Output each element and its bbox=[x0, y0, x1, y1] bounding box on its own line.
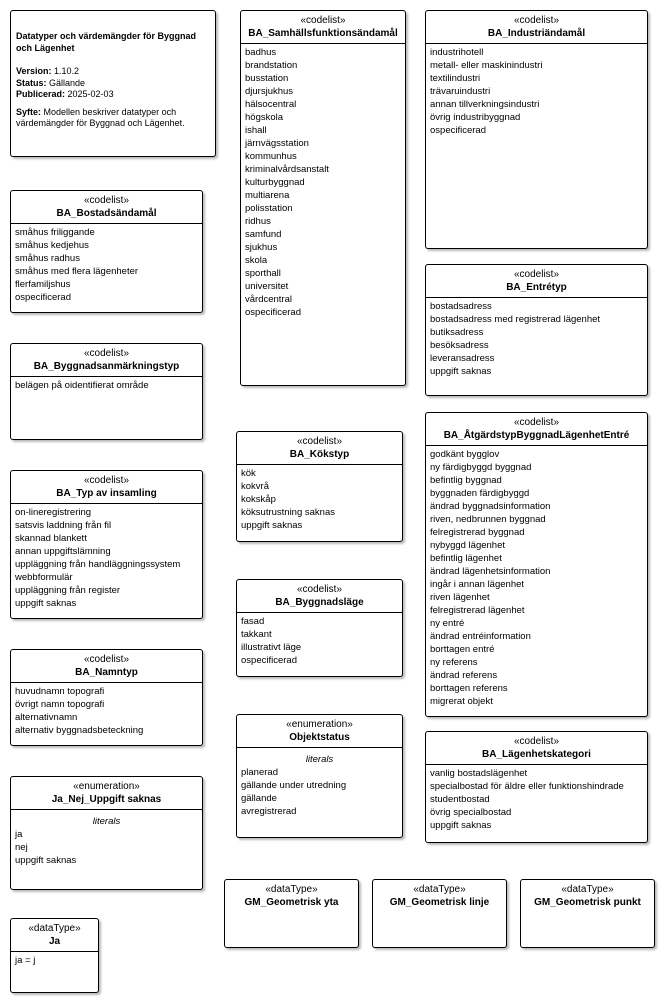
value-item: övrigt namn topografi bbox=[15, 699, 105, 710]
value-item: trävaruindustri bbox=[430, 86, 491, 97]
stereotype-label: «codelist» bbox=[513, 269, 560, 280]
published-value: 2025-02-03 bbox=[67, 89, 114, 99]
value-item: sporthall bbox=[245, 268, 281, 279]
value-item: huvudnamn topografi bbox=[15, 686, 105, 697]
class-box-ba-namntyp[interactable] bbox=[10, 649, 203, 746]
stereotype-label: «codelist» bbox=[296, 436, 343, 447]
value-item: kulturbyggnad bbox=[245, 177, 305, 188]
value-item: uppgift saknas bbox=[15, 598, 77, 609]
class-name: GM_Geometrisk punkt bbox=[534, 897, 641, 908]
purpose-value: Modellen beskriver datatyper och värdemängder för Byggnad och Lägenhet. bbox=[16, 106, 185, 128]
value-item: ändrad entréinformation bbox=[430, 631, 531, 642]
value-item: alternativ byggnadsbeteckning bbox=[15, 725, 144, 736]
class-body bbox=[241, 44, 405, 321]
value-item: universitet bbox=[245, 281, 289, 292]
published-label: Publicerad: bbox=[16, 89, 66, 99]
value-item: skola bbox=[245, 255, 268, 266]
class-body bbox=[11, 224, 202, 306]
value-item: butiksadress bbox=[430, 327, 484, 338]
stereotype-label: «codelist» bbox=[513, 736, 560, 747]
value-item: industrihotell bbox=[430, 47, 484, 58]
class-header bbox=[426, 265, 647, 298]
section-label: literals bbox=[92, 816, 121, 827]
value-item: ospecificerad bbox=[430, 125, 486, 136]
enum-box-objektstatus[interactable] bbox=[236, 714, 403, 838]
value-item: kommunhus bbox=[245, 151, 297, 162]
purpose-label: Syfte: bbox=[16, 106, 42, 117]
version-value: 1.10.2 bbox=[54, 66, 80, 76]
stereotype-label: «codelist» bbox=[83, 195, 130, 206]
value-item: specialbostad för äldre eller funktionshindrade bbox=[430, 781, 624, 792]
value-item: ny referens bbox=[430, 657, 478, 668]
datatype-box-gm-geometrisk-punkt[interactable] bbox=[520, 879, 655, 948]
value-item: felregistrerad byggnad bbox=[430, 527, 525, 538]
value-item: befintlig byggnad bbox=[430, 475, 502, 486]
value-item: uppgift saknas bbox=[241, 520, 303, 531]
class-body bbox=[426, 765, 647, 834]
class-name: GM_Geometrisk yta bbox=[244, 897, 339, 908]
value-item: köksutrustning saknas bbox=[241, 507, 335, 518]
value-item: bostadsadress med registrerad lägenhet bbox=[430, 314, 601, 325]
class-header bbox=[426, 732, 647, 765]
class-name: BA_Lägenhetskategori bbox=[482, 749, 591, 760]
class-name: BA_Bostadsändamål bbox=[56, 208, 157, 219]
value-item: ridhus bbox=[245, 216, 271, 227]
class-header bbox=[237, 715, 402, 748]
class-name: GM_Geometrisk linje bbox=[389, 897, 490, 908]
value-item: småhus radhus bbox=[15, 253, 80, 264]
class-header bbox=[521, 880, 654, 912]
class-name: BA_Entrétyp bbox=[506, 282, 567, 293]
value-item: alternativnamn bbox=[15, 712, 78, 723]
stereotype-label: «enumeration» bbox=[286, 719, 353, 730]
value-item: ny färdigbyggd byggnad bbox=[430, 462, 532, 473]
class-box-ba-entretyp[interactable] bbox=[425, 264, 648, 396]
value-item: textilindustri bbox=[430, 73, 481, 84]
class-header bbox=[237, 432, 402, 465]
stereotype-label: «dataType» bbox=[265, 884, 318, 895]
datatype-box-gm-geometrisk-yta[interactable] bbox=[224, 879, 359, 948]
stereotype-label: «codelist» bbox=[83, 654, 130, 665]
value-item: uppgift saknas bbox=[15, 855, 77, 866]
value-item: borttagen entré bbox=[430, 644, 495, 655]
value-item: uppgift saknas bbox=[430, 366, 492, 377]
value-item: djursjukhus bbox=[245, 86, 294, 97]
datatype-box-ja[interactable] bbox=[10, 918, 99, 993]
class-header bbox=[241, 11, 405, 44]
class-name: BA_Industriändamål bbox=[487, 28, 586, 39]
value-item: felregistrerad lägenhet bbox=[430, 605, 525, 616]
model-info-note[interactable] bbox=[10, 10, 216, 157]
value-item: skannad blankett bbox=[15, 533, 87, 544]
class-body bbox=[11, 504, 202, 612]
value-item: ospecificerad bbox=[245, 307, 301, 318]
class-name: Ja_Nej_Uppgift saknas bbox=[51, 794, 162, 805]
value-item: kriminalvårdsanstalt bbox=[245, 164, 329, 175]
stereotype-label: «dataType» bbox=[413, 884, 466, 895]
value-item: övrig industribyggnad bbox=[430, 112, 521, 123]
value-item: besöksadress bbox=[430, 340, 489, 351]
value-item: brandstation bbox=[245, 60, 298, 71]
status-label: Status: bbox=[16, 77, 47, 88]
value-item: vanlig bostadslägenhet bbox=[430, 768, 528, 779]
class-body bbox=[426, 44, 647, 139]
value-item: ny entré bbox=[430, 618, 465, 629]
stereotype-label: «codelist» bbox=[296, 584, 343, 595]
class-name: BA_Samhällsfunktionsändamål bbox=[248, 28, 398, 39]
value-item: uppläggning från handläggningssystem bbox=[15, 559, 181, 570]
class-body bbox=[426, 298, 647, 380]
value-item: avregistrerad bbox=[241, 806, 297, 817]
class-header bbox=[225, 880, 358, 912]
class-body bbox=[11, 683, 202, 739]
class-header bbox=[11, 777, 202, 810]
value-item: vårdcentral bbox=[245, 294, 292, 305]
value-item: ishall bbox=[245, 125, 267, 136]
stereotype-label: «codelist» bbox=[83, 348, 130, 359]
class-name: BA_Kökstyp bbox=[289, 449, 350, 460]
value-item: uppgift saknas bbox=[430, 820, 492, 831]
stereotype-label: «dataType» bbox=[28, 923, 81, 934]
class-header bbox=[11, 650, 202, 683]
value-item: befintlig lägenhet bbox=[430, 553, 502, 564]
value-item: högskola bbox=[245, 112, 284, 123]
value-item: ändrad referens bbox=[430, 670, 498, 681]
stereotype-label: «dataType» bbox=[561, 884, 614, 895]
value-item: illustrativt läge bbox=[241, 642, 302, 653]
value-item: takkant bbox=[241, 629, 272, 640]
value-item: borttagen referens bbox=[430, 683, 508, 694]
class-name: Ja bbox=[48, 936, 61, 947]
value-item: ändrad byggnadsinformation bbox=[430, 501, 551, 512]
value-item: ändrad lägenhetsinformation bbox=[430, 566, 551, 577]
class-header bbox=[11, 344, 202, 377]
class-header bbox=[237, 580, 402, 613]
class-body bbox=[426, 446, 647, 710]
value-item: satsvis laddning från fil bbox=[15, 520, 112, 531]
value-item: migrerat objekt bbox=[430, 696, 493, 707]
value-item: bostadsadress bbox=[430, 301, 492, 312]
value-item: multiarena bbox=[245, 190, 290, 201]
class-name: BA_ÅtgärdstypByggnadLägenhetEntré bbox=[443, 430, 630, 441]
class-box-ba-byggnadsanmarkningstyp[interactable] bbox=[10, 343, 203, 440]
value-item: uppläggning från register bbox=[15, 585, 121, 596]
stereotype-label: «codelist» bbox=[300, 15, 346, 26]
value-item: annan tillverkningsindustri bbox=[430, 99, 540, 110]
value-item: flerfamiljshus bbox=[15, 279, 71, 290]
stereotype-label: «codelist» bbox=[513, 15, 560, 26]
value-item: riven lägenhet bbox=[430, 592, 490, 603]
enum-box-ja-nej-uppgift-saknas[interactable] bbox=[10, 776, 203, 890]
note-title: Datatyper och värdemängder för Byggnad och Lägenhet bbox=[16, 31, 197, 53]
value-item: metall- eller maskinindustri bbox=[430, 60, 543, 71]
value-item: kokvrå bbox=[241, 481, 269, 492]
value-item: busstation bbox=[245, 73, 289, 84]
class-header bbox=[373, 880, 506, 912]
class-box-ba-atgardstyp[interactable] bbox=[425, 412, 648, 717]
class-box-ba-lagenhetskategori[interactable] bbox=[425, 731, 648, 843]
value-item: gällande bbox=[241, 793, 277, 804]
class-box-ba-samhallsfunktionsandamal[interactable] bbox=[240, 10, 406, 386]
class-header bbox=[11, 471, 202, 504]
status-value: Gällande bbox=[49, 77, 86, 88]
value-item: webbformulär bbox=[15, 572, 73, 583]
value-item: småhus med flera lägenheter bbox=[15, 266, 139, 277]
value-item: planerad bbox=[241, 767, 278, 778]
value-item: sjukhus bbox=[245, 242, 278, 253]
class-header bbox=[11, 919, 98, 952]
value-item: on-lineregistrering bbox=[15, 507, 92, 518]
class-body bbox=[237, 465, 402, 534]
value-item: ospecificerad bbox=[15, 292, 71, 303]
value-item: ingår i annan lägenhet bbox=[430, 579, 525, 590]
value-item: samfund bbox=[245, 229, 282, 240]
class-name: BA_Byggnadsanmärkningstyp bbox=[33, 361, 180, 372]
value-item: kokskåp bbox=[241, 494, 276, 505]
class-box-ba-industriandamal[interactable] bbox=[425, 10, 648, 249]
class-name: BA_Typ av insamling bbox=[56, 488, 157, 499]
value-item: nybyggd lägenhet bbox=[430, 540, 506, 551]
class-name: BA_Namntyp bbox=[75, 667, 138, 678]
stereotype-label: «codelist» bbox=[513, 417, 560, 428]
class-body bbox=[11, 952, 98, 969]
class-name: Objektstatus bbox=[289, 732, 350, 743]
value-item: hälsocentral bbox=[245, 99, 297, 110]
value-item: gällande under utredning bbox=[241, 780, 347, 791]
value-item: småhus kedjehus bbox=[15, 240, 89, 251]
class-name: BA_Byggnadsläge bbox=[275, 597, 364, 608]
value-item: ja bbox=[15, 829, 23, 840]
class-body bbox=[237, 748, 402, 820]
value-item: småhus friliggande bbox=[15, 227, 95, 238]
value-item: godkänt bygglov bbox=[430, 449, 500, 460]
value-item: fasad bbox=[241, 616, 265, 627]
class-body bbox=[237, 613, 402, 669]
value-item: leveransadress bbox=[430, 353, 495, 364]
class-box-ba-typ-av-insamling[interactable] bbox=[10, 470, 203, 619]
value-item: järnvägsstation bbox=[245, 138, 309, 149]
value-item: annan uppgiftslämning bbox=[15, 546, 111, 557]
value-item: polisstation bbox=[245, 203, 293, 214]
class-header bbox=[426, 11, 647, 44]
class-header bbox=[11, 191, 202, 224]
value-item: övrig specialbostad bbox=[430, 807, 512, 818]
stereotype-label: «enumeration» bbox=[73, 781, 140, 792]
value-item: studentbostad bbox=[430, 794, 490, 805]
class-box-ba-byggnadslage[interactable] bbox=[236, 579, 403, 677]
value-item: kök bbox=[241, 468, 256, 479]
class-header bbox=[426, 413, 647, 446]
value-item: riven, nedbrunnen byggnad bbox=[430, 514, 546, 525]
value-item: nej bbox=[15, 842, 28, 853]
version-label: Version: bbox=[16, 66, 52, 76]
stereotype-label: «codelist» bbox=[83, 475, 130, 486]
value-item: belägen på oidentifierat område bbox=[15, 380, 149, 391]
class-box-ba-bostadsandamal[interactable] bbox=[10, 190, 203, 313]
value-item: ospecificerad bbox=[241, 655, 297, 666]
value-item: byggnaden färdigbyggd bbox=[430, 488, 530, 499]
class-box-ba-kokstyp[interactable] bbox=[236, 431, 403, 542]
section-label: literals bbox=[305, 754, 334, 765]
class-body bbox=[11, 810, 202, 869]
class-body bbox=[11, 377, 202, 394]
datatype-box-gm-geometrisk-linje[interactable] bbox=[372, 879, 507, 948]
value-item: ja = j bbox=[15, 955, 36, 966]
value-item: badhus bbox=[245, 47, 277, 58]
